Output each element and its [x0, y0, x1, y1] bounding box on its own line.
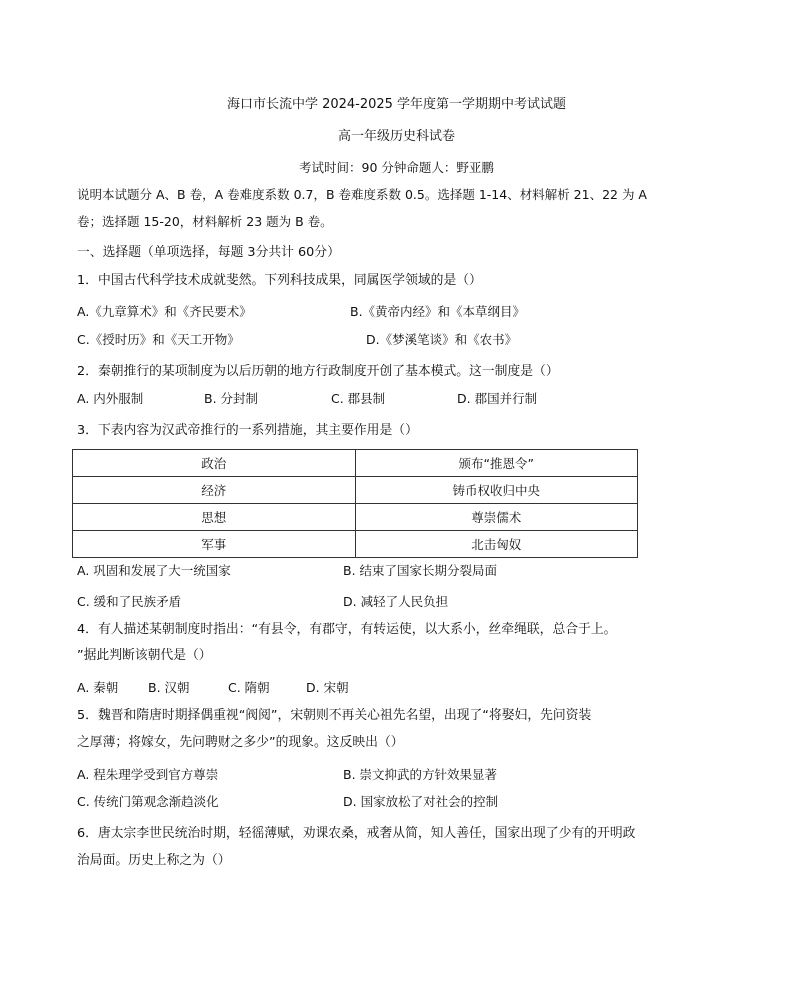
question-stem: 3．下表内容为汉武帝推行的一系列措施，其主要作用是（）	[77, 423, 418, 438]
table-row	[73, 504, 638, 531]
table-row	[73, 450, 638, 477]
option-a: A. 秦朝	[77, 680, 119, 695]
table-cell-category: 政治	[73, 450, 356, 477]
option-b: B. 分封制	[204, 391, 259, 406]
option-c: C. 缓和了民族矛盾	[77, 594, 182, 609]
table-cell-category: 经济	[73, 477, 356, 504]
table-cell-measure: 铸币权收归中央	[355, 477, 638, 504]
table-cell-category: 军事	[73, 531, 356, 558]
question-stem-line2: 之厚薄；将嫁女，先问聘财之多少”的现象。这反映出（）	[77, 735, 404, 750]
option-d: D. 宋朝	[306, 680, 349, 695]
option-d: D. 减轻了人民负担	[343, 594, 449, 609]
table-cell-category: 思想	[73, 504, 356, 531]
option-c: C. 隋朝	[228, 680, 270, 695]
option-c: C.《授时历》和《天工开物》	[77, 332, 240, 347]
question-stem-line1: 4．有人描述某朝制度时指出：“有县令，有郡守，有转运使，以大系小，丝牵绳联，总合于上。	[77, 622, 617, 637]
option-b: B.《黄帝内经》和《本草纲目》	[350, 304, 526, 319]
question-stem: 1．中国古代科学技术成就斐然。下列科技成果，同属医学领域的是（）	[77, 273, 482, 288]
option-a: A.《九章算术》和《齐民要术》	[77, 304, 252, 319]
question-stem-line2: ”据此判断该朝代是（）	[77, 648, 212, 663]
exam-note-line2: 卷；选择题 15-20，材料解析 23 题为 B 卷。	[77, 214, 333, 229]
exam-note-line1: 说明本试题分 A、B 卷，A 卷难度系数 0.7，B 卷难度系数 0.5。选择题 1-14、材料解析 21、22 为 A	[77, 187, 647, 202]
exam-meta: 考试时间：90 分钟命题人：野亚鹏	[299, 160, 494, 175]
table-row	[73, 531, 638, 558]
exam-subtitle: 高一年级历史科试卷	[337, 129, 455, 144]
option-b: B. 崇文抑武的方针效果显著	[343, 767, 498, 782]
measures-table	[72, 449, 638, 558]
section-heading: 一、选择题（单项选择，每题 3分共计 60分）	[77, 245, 340, 260]
question-stem-line1: 5．魏晋和隋唐时期择偶重视“阀阅”，宋朝则不再关心祖先名望，出现了“将娶妇，先问资装	[77, 708, 592, 723]
option-c: C. 传统门第观念渐趋淡化	[77, 794, 219, 809]
table-cell-measure: 尊崇儒术	[355, 504, 638, 531]
question-stem-line1: 6．唐太宗李世民统治时期，轻徭薄赋，劝课农桑，戒奢从简，知人善任，国家出现了少有的开明政	[77, 826, 636, 841]
option-a: A. 巩固和发展了大一统国家	[77, 563, 231, 578]
table-cell-measure: 颁布“推恩令”	[355, 450, 638, 477]
option-a: A. 内外服制	[77, 391, 144, 406]
option-d: D. 国家放松了对社会的控制	[343, 794, 499, 809]
table-row	[73, 477, 638, 504]
option-c: C. 郡县制	[331, 391, 386, 406]
option-a: A. 程朱理学受到官方尊崇	[77, 767, 219, 782]
option-d: D.《梦溪笔谈》和《农书》	[366, 332, 518, 347]
question-stem-line2: 治局面。历史上称之为（）	[77, 853, 231, 868]
option-d: D. 郡国并行制	[457, 391, 538, 406]
option-b: B. 结束了国家长期分裂局面	[343, 563, 498, 578]
exam-title: 海口市长流中学 2024-2025 学年度第一学期期中考试试题	[226, 97, 567, 112]
table-cell-measure: 北击匈奴	[355, 531, 638, 558]
option-b: B. 汉朝	[148, 680, 190, 695]
question-stem: 2．秦朝推行的某项制度为以后历朝的地方行政制度开创了基本模式。这一制度是（）	[77, 364, 559, 379]
